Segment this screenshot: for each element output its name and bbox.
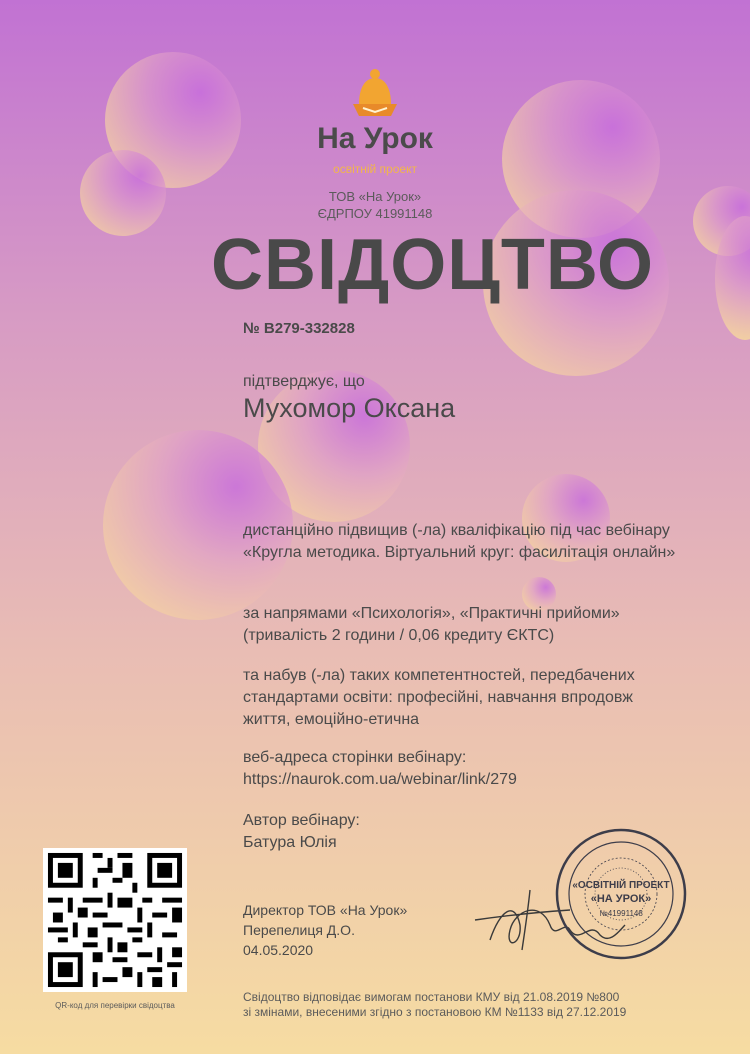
webinar-info <box>243 747 683 791</box>
author-name: Батура Юлія <box>243 834 337 851</box>
confirms-label: підтверджує, що <box>243 373 365 390</box>
directions-text: за напрямами «Психологія», «Практичні прийоми» (тривалість 2 години / 0,06 кредиту ЄКТС) <box>243 605 620 644</box>
company-stamp <box>553 826 689 962</box>
director-title: Директор ТОВ «На Урок» <box>243 902 408 918</box>
issue-date: 04.05.2020 <box>243 942 314 958</box>
brand-name: На Урок <box>317 122 433 155</box>
bell-icon <box>345 68 405 120</box>
author-label: Автор вебінару: <box>243 812 360 829</box>
svg-text:«ОСВІТНІЙ ПРОЕКТ: «ОСВІТНІЙ ПРОЕКТ <box>572 880 670 891</box>
naurok-logo <box>315 68 435 125</box>
competences-text: та набув (-ла) таких компетентностей, передбачених стандартами освіти: професійні, навчання впродовж життя, емоційно-етична <box>243 667 635 728</box>
svg-text:№41991148: №41991148 <box>599 909 643 918</box>
director-name: Перепелиця Д.О. <box>243 922 355 938</box>
recipient-name: Мухомор Оксана <box>243 393 456 423</box>
company-name: ТОВ «На Урок» <box>328 189 422 204</box>
company-info <box>0 188 750 222</box>
svg-text:«НА УРОК»: «НА УРОК» <box>590 893 652 905</box>
qualification-text: дистанційно підвищив (-ла) кваліфікацію під час вебінару «Кругла методика. Віртуальний круг: фасилітація онлайн» <box>243 522 676 561</box>
legal-line-2: зі змінами, внесеними згідно з постановою КМ №1133 від 27.12.2019 <box>243 1005 627 1019</box>
company-code: ЄДРПОУ 41991148 <box>317 206 433 221</box>
legal-line-1: Свідоцтво відповідає вимогам постанови КМУ від 21.08.2019 №800 <box>243 990 620 1004</box>
qr-code-icon <box>43 848 187 992</box>
webinar-url-label: веб-адреса сторінки вебінару: <box>243 749 467 766</box>
certificate-title: СВІДОЦТВО <box>210 225 655 305</box>
qr-label: QR-код для перевірки свідоцтва <box>55 1001 175 1010</box>
webinar-url: https://naurok.com.ua/webinar/link/279 <box>243 771 517 788</box>
brand-subtitle: освітній проект <box>333 162 417 176</box>
legal-footer <box>243 990 713 1020</box>
qr-code <box>43 848 187 992</box>
certificate-number: № В279-332828 <box>243 320 355 337</box>
